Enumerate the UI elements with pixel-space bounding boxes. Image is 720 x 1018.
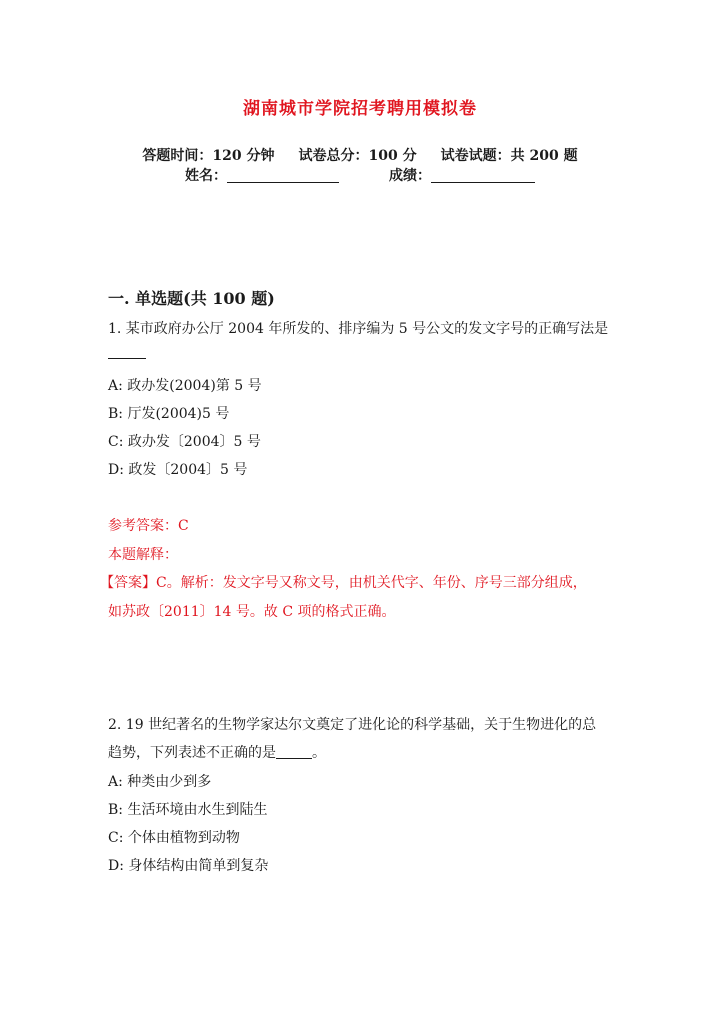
question-2-blank (276, 746, 312, 759)
exam-title: 湖南城市学院招考聘用模拟卷 (243, 99, 477, 119)
question-1-option-c: C: 政办发〔2004〕5 号 (108, 434, 261, 450)
score-label: 成绩： (389, 168, 431, 184)
name-label: 姓名： (185, 168, 227, 184)
question-1-option-a: A: 政办发(2004)第 5 号 (108, 378, 262, 394)
exam-total-score: 试卷总分：100 分 (298, 148, 417, 164)
question-1-explain-label: 本题解释： (108, 547, 178, 563)
question-2-stem-line-2: 趋势，下列表述不正确的是 。 (108, 745, 326, 761)
question-2-stem-line-1: 2. 19 世纪著名的生物学家达尔文奠定了进化论的科学基础，关于生物进化的总 (108, 717, 597, 733)
score-blank (431, 168, 535, 183)
exam-time: 答题时间：120 分钟 (142, 148, 275, 164)
question-1-answer: 参考答案：C (108, 518, 189, 534)
question-1-explain-line-2: 如苏政〔2011〕14 号。故 C 项的格式正确。 (108, 604, 396, 620)
name-blank (227, 168, 339, 183)
question-1-option-d: D: 政发〔2004〕5 号 (108, 462, 248, 478)
answer-tag: 【答案】 (100, 575, 156, 591)
exam-meta-row (0, 145, 720, 165)
question-1-explain-line-1: 【答案】C。解析：发文字号又称文号，由机关代字、年份、序号三部分组成， (100, 575, 587, 591)
question-1-option-b: B: 厅发(2004)5 号 (108, 406, 230, 422)
exam-question-count: 试卷试题：共 200 题 (440, 148, 578, 164)
question-1-blank (108, 346, 146, 363)
question-2-option-b: B: 生活环境由水生到陆生 (108, 802, 268, 818)
question-2-option-d: D: 身体结构由简单到复杂 (108, 858, 269, 874)
section-title: 一. 单选题(共 100 题) (108, 289, 275, 308)
question-2-option-a: A: 种类由少到多 (108, 774, 212, 790)
question-1-stem: 1. 某市政府办公厅 2004 年所发的、排序编为 5 号公文的发文字号的正确写法是 (108, 321, 609, 337)
candidate-info-row (0, 165, 720, 185)
question-2-option-c: C: 个体由植物到动物 (108, 830, 240, 846)
